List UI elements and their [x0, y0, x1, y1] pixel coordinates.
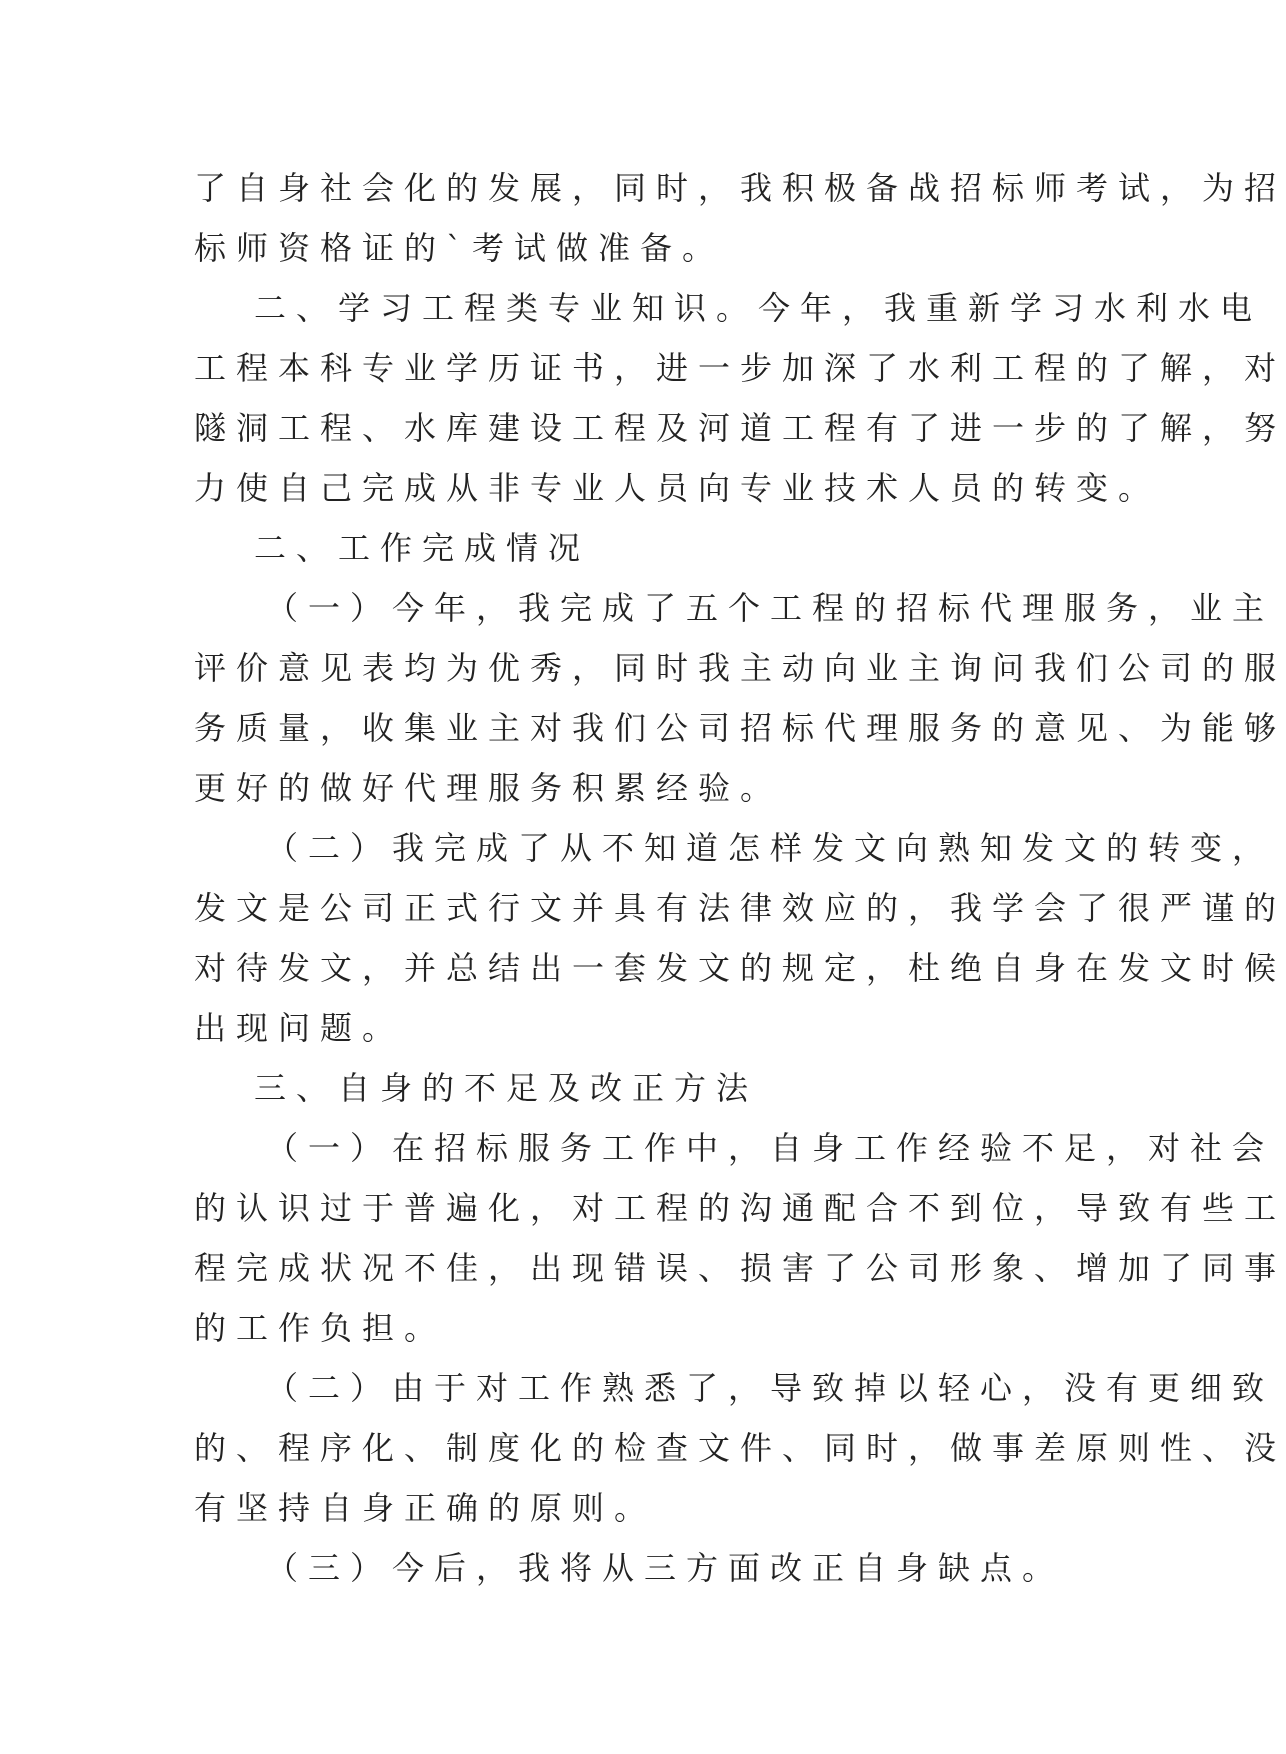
paragraph-line: 标师资格证的`考试做准备。 [194, 229, 725, 267]
paragraph-line: 的认识过于普遍化，对工程的沟通配合不到位，导致有些工 [194, 1189, 1286, 1227]
section-heading: 三、自身的不足及改正方法 [254, 1069, 759, 1107]
section-heading: 二、工作完成情况 [254, 529, 591, 567]
paragraph-line: 评价意见表均为优秀，同时我主动向业主询问我们公司的服 [194, 649, 1286, 687]
paragraph-line: 务质量，收集业主对我们公司招标代理服务的意见、为能够 [194, 709, 1286, 747]
paragraph-line: （一）在招标服务工作中，自身工作经验不足，对社会 [266, 1129, 1275, 1167]
paragraph-line: （一）今年，我完成了五个工程的招标代理服务，业主 [266, 589, 1275, 627]
paragraph-line: 力使自己完成从非专业人员向专业技术人员的转变。 [194, 469, 1161, 507]
document-body [194, 158, 1286, 1598]
paragraph-line: 对待发文，并总结出一套发文的规定，杜绝自身在发文时候 [194, 949, 1286, 987]
paragraph-line: 隧洞工程、水库建设工程及河道工程有了进一步的了解，努 [194, 409, 1286, 447]
paragraph-line: 有坚持自身正确的原则。 [194, 1489, 657, 1527]
paragraph-line: （二）我完成了从不知道怎样发文向熟知发文的转变， [266, 829, 1275, 867]
paragraph-line: 的、程序化、制度化的检查文件、同时，做事差原则性、没 [194, 1429, 1286, 1467]
paragraph-line: 二、学习工程类专业知识。今年，我重新学习水利水电 [254, 289, 1263, 327]
paragraph-line: （三）今后，我将从三方面改正自身缺点。 [266, 1549, 1065, 1587]
paragraph-line: （二）由于对工作熟悉了，导致掉以轻心，没有更细致 [266, 1369, 1275, 1407]
paragraph-line: 更好的做好代理服务积累经验。 [194, 769, 783, 807]
paragraph-line: 程完成状况不佳，出现错误、损害了公司形象、增加了同事 [194, 1249, 1286, 1287]
paragraph-line: 出现问题。 [194, 1009, 405, 1047]
paragraph-line: 的工作负担。 [194, 1309, 447, 1347]
paragraph-line: 工程本科专业学历证书，进一步加深了水利工程的了解，对 [194, 349, 1286, 387]
paragraph-line: 发文是公司正式行文并具有法律效应的，我学会了很严谨的 [194, 889, 1286, 927]
paragraph-line: 了自身社会化的发展，同时，我积极备战招标师考试，为招 [194, 169, 1286, 207]
